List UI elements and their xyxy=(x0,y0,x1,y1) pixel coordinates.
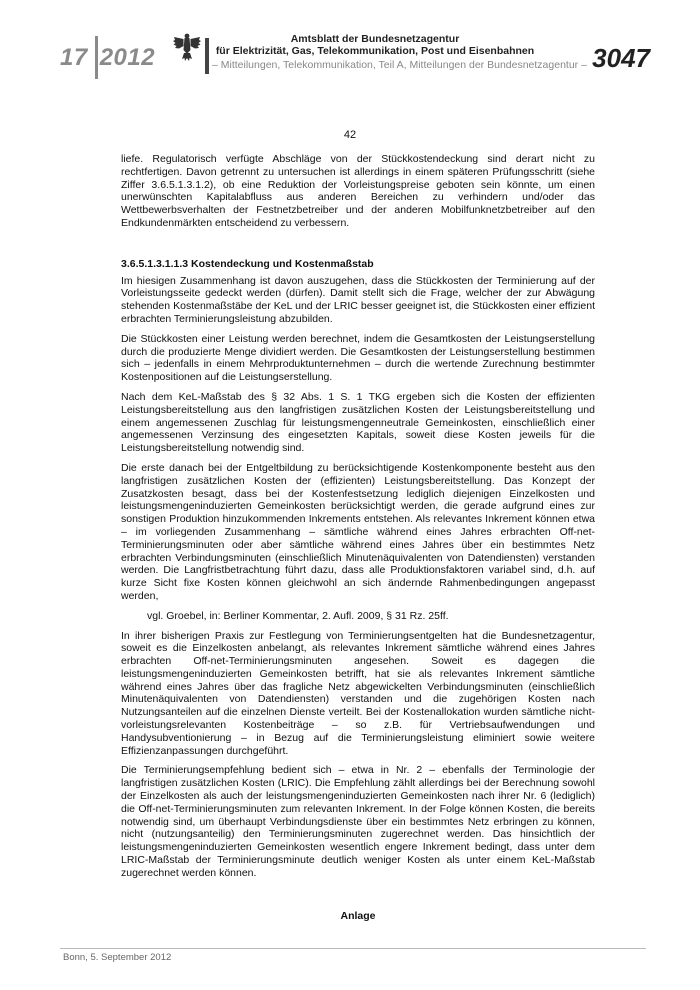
gazette-subtitle: – Mitteilungen, Telekommunikation, Teil A, Mitteilungen der Bundesnetzagentur – xyxy=(212,59,587,71)
issue-number: 17 xyxy=(60,44,88,71)
footer-rule xyxy=(60,948,646,949)
citation: vgl. Groebel, in: Berliner Kommentar, 2. Aufl. 2009, § 31 Rz. 25ff. xyxy=(147,609,449,622)
paragraph: Die Terminierungsempfehlung bedient sich – etwa in Nr. 2 – ebenfalls der Terminologie der langfristigen zusätzlichen Kosten (LRIC). Die Empfehlung zählt allerdings bei der Berechnung sowohl der Einzelkosten als auch der leistungsmengeninduzierten Gemeinkosten nach ihrer Nr. 6 (lediglich) die Off-net-Terminierungsminuten zum relevanten Inkrement. In der Folge können Kosten, die bereits notwendig sind, um überhaupt Verbindungsdienste über ein bestimmtes Netz erbringen zu können, nicht (nutzungsanteilig) den Terminierungsminuten zugerechnet werden. Das hinsichtlich der leistungsmengeninduzierten Gemeinkosten wesentlich engere Inkrement bedingt, dass unter dem LRIC-Maßstab der Terminierungsminute deutlich weniger Kosten als unter einem KeL-Maßstab zugerechnet werden können. xyxy=(121,764,595,879)
document-body xyxy=(121,153,595,929)
paragraph: Die erste danach bei der Entgeltbildung zu berücksichtigende Kostenkomponente besteht aus den langfristigen zusätzlichen Kosten der (effizienten) Leistungsbereitstellung. Das Konzept der Zusatzkosten besagt, dass bei der Kostenfestsetzung lediglich diejenigen Einzelkosten und leistungsmengeninduzierten Gemeinkosten berücksichtigt werden, die gerade aufgrund eines zur sonstigen Produktion hinzukommenden Inkrements entstehen. Als relevantes Inkrement können etwa – im vorliegenden Zusammenhang – sämtliche während eines Jahres erbrachten Off-net-Terminierungsminuten oder aber sämtliche während eines Jahres über ein bestimmtes Netz erbrachten Verbindungsminuten (einschließlich Minutenäquivalenten von Datendiensten) verstanden werden. Die Langfristbetrachtung führt dazu, dass alle Produktionsfaktoren variabel sind, d.h. auf kurze Sicht fixe Kosten können gleichwohl an sich ändernde Rahmenbedingungen angepasst werden, xyxy=(121,461,595,602)
header-divider xyxy=(95,36,98,79)
footer-date: Bonn, 5. September 2012 xyxy=(63,952,172,963)
paragraph: Nach dem KeL-Maßstab des § 32 Abs. 1 S. 1 TKG ergeben sich die Kosten der effizienten Leistungsbereitstellung aus den langfristigen zusätzlichen Kosten der Leistungsbereitstellung und einem angemessenen Zuschlag für leistungsmengenneutrale Gemeinkosten, einschließlich einer angemessenen Verzinsung des eingesetzten Kapitals, soweit diese Kosten jeweils für die Leistungsbereitstellung notwendig sind. xyxy=(121,390,595,455)
gazette-page-number: 3047 xyxy=(592,43,650,73)
issue-label xyxy=(60,44,155,72)
paragraph: Die Stückkosten einer Leistung werden berechnet, indem die Gesamtkosten der Leistungserstellung durch die produzierte Menge dividiert werden. Die Gesamtkosten der Leistungserstellung bestimmen sich – jedenfalls in einem Mehrproduktunternehmen – durch die wertende Zurechnung bestimmter Kostenpositionen auf die Leistungserstellung. xyxy=(121,332,595,384)
federal-eagle-icon xyxy=(172,32,202,64)
gazette-title-line-1: Amtsblatt der Bundesnetzagentur xyxy=(290,33,460,45)
issue-year: 2012 xyxy=(99,44,156,71)
header-emblem-bar xyxy=(205,38,209,74)
gazette-title-line-2: für Elektrizität, Gas, Telekommunikation, Post und Eisenbahnen xyxy=(215,45,535,57)
paragraph: In ihrer bisherigen Praxis zur Festlegung von Terminierungsentgelten hat die Bundesnetzagentur, soweit es die Einzelkosten anbelangt, als relevantes Inkrement sämtliche während eines Jahres erbrachten Off-net-Terminierungsminuten angesehen. Soweit es dagegen die leistungsmengeninduzierten Gemeinkosten betrifft, hat sie als relevantes Inkrement sämtliche während eines Jahres über das fragliche Netz abgewickelten Verbindungsminuten (einschließlich Minutenäquivalenten von Datendiensten) verstanden und die zugehörigen Kosten nach Nutzungsanteilen auf die einzelnen Dienste verteilt. Bei der Kostenallokation wurden sämtliche nicht-vorleistungsrelevanten Kostenbeiträge – so z.B. für Vertriebsaufwendungen und Handysubventionierung – in Bezug auf die Terminierungsleistung eliminiert sowie weitere Effizienzanpassungen durchgeführt. xyxy=(121,629,595,757)
document-page-number: 42 xyxy=(343,129,357,141)
paragraph: Im hiesigen Zusammenhang ist davon auszugehen, dass die Stückkosten der Terminierung auf der Vorleistungsseite gedeckt werden (dürfen). Damit stellt sich die Frage, welcher der zur Abwägung stehenden Kostenmaßstäbe der KeL und der LRIC besser geeignet ist, die Stückkosten einer effizient erbrachten Terminierungsleistung abzubilden. xyxy=(121,274,595,325)
attachment-heading: Anlage xyxy=(340,909,376,922)
paragraph: liefe. Regulatorisch verfügte Abschläge von der Stückkostendeckung sind derart nicht zu rechtfertigen. Davon getrennt zu untersuchen ist allerdings in einem späteren Prüfungsschritt (siehe Ziffer 3.6.5.1.3.1.2), ob eine Reduktion der Vorleistungspreise geboten sein könnte, um einen unerwünschten Kapitalabfluss aus anderen Bereichen zu verhindern und/oder das Wettbewerbsverhalten der Festnetzbetreiber und der anderen Mobilfunknetzbetreiber auf den Endkundenmärkten entscheidend zu verbessern. xyxy=(121,153,595,229)
section-heading: 3.6.5.1.3.1.1.3 Kostendeckung und Kostenmaßstab xyxy=(121,257,374,270)
gazette-title xyxy=(214,33,536,57)
